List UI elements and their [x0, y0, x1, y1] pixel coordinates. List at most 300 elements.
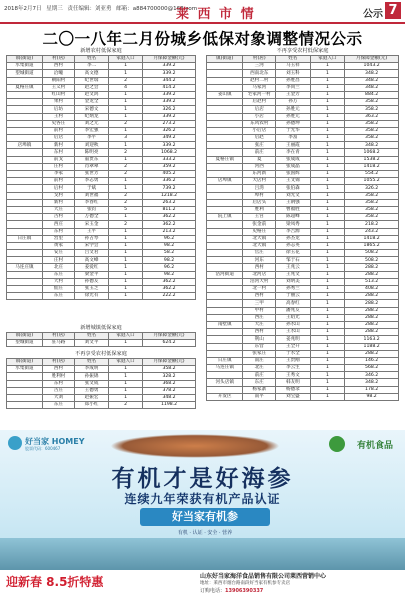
table-cell: 孙水山	[276, 321, 311, 328]
table-row	[7, 106, 196, 113]
table-cell: 李二	[75, 63, 109, 70]
table-caption-removed-rural-right: 不再享受农村低保家庭	[276, 48, 329, 54]
table-cell: 358.2	[345, 199, 399, 206]
table-cell: 前村	[42, 127, 74, 134]
table-cell: 王丽霞	[276, 142, 311, 149]
table-row	[207, 77, 399, 84]
table-cell: 1	[109, 178, 143, 185]
table-cell: 后店	[243, 106, 276, 113]
table-cell: 孙志英	[276, 242, 311, 249]
editor-name: 责任编辑：刘亚勇	[67, 6, 112, 12]
table-cell: 408.2	[345, 286, 399, 293]
table-header-row	[7, 359, 196, 366]
table-cell	[207, 185, 243, 192]
table-cell: 官庄	[243, 250, 276, 257]
table-cell: 孙胜昌	[276, 77, 311, 84]
organic-logo-icon	[329, 436, 345, 452]
table-cell	[7, 293, 43, 300]
table-cell: 北庄	[243, 365, 276, 372]
sea-cucumber-image	[110, 434, 280, 458]
ad-organic-brand: 有机食品	[356, 441, 393, 451]
table-cell	[207, 221, 243, 228]
issue-date: 2018年2月7日	[4, 6, 42, 12]
table-cell	[7, 77, 43, 84]
table-cell: 1	[310, 307, 345, 314]
table-cell: 554.2	[345, 171, 399, 178]
table-cell	[207, 120, 243, 127]
table-cell: 王绍光	[276, 314, 311, 321]
table-cell: 811.2	[143, 206, 196, 213]
table-cell	[7, 242, 43, 249]
table-row	[207, 250, 399, 257]
table-cell: 1	[310, 206, 345, 213]
table-cell: 2	[109, 171, 143, 178]
ad-seabed-image	[0, 538, 405, 570]
table-cell: 夏	[243, 156, 276, 163]
table-cell: 339.2	[143, 99, 196, 106]
table-cell: 1418.2	[345, 235, 399, 242]
table-cell: 李富	[276, 135, 311, 142]
table-cell: 1	[109, 106, 143, 113]
table-cell: 344.2	[143, 77, 196, 84]
table-row	[7, 120, 196, 127]
table-cell: 王德勇	[75, 387, 109, 394]
column-header: 月保障金额(元)	[345, 56, 399, 63]
promo-text: 迎新春 8.5折特惠	[6, 575, 104, 589]
table-cell: 王义村	[42, 84, 74, 91]
table-cell: 96.2	[143, 235, 196, 242]
table-cell: 362.2	[143, 221, 196, 228]
table-cell: 288.2	[345, 329, 399, 336]
table-cell	[207, 257, 243, 264]
table-cell: 北一村	[243, 286, 276, 293]
table-row	[7, 286, 196, 293]
table-cell: 222.2	[143, 293, 196, 300]
table-row	[207, 357, 399, 364]
table-cell: 宋学会	[75, 242, 109, 249]
table-cell: 安庄	[42, 250, 74, 257]
table-cell: 273.2	[143, 120, 196, 127]
table-row	[207, 379, 399, 386]
table-row	[7, 192, 196, 199]
table-cell	[7, 394, 43, 401]
table-cell: 刘文平	[75, 340, 109, 347]
table-cell: 东庄	[243, 379, 276, 386]
table-cell: 孙德坤	[276, 120, 311, 127]
table-cell: 西南北东	[243, 70, 276, 77]
table-cell: 张玉芝	[75, 286, 109, 293]
table-cell: 驻马路	[42, 340, 74, 347]
table-cell: 仙庄	[42, 286, 74, 293]
table-row	[207, 142, 399, 149]
table-cell: 北河店	[243, 271, 276, 278]
table-cell: 348.2	[345, 77, 399, 84]
table-cell: 北大镇	[243, 235, 276, 242]
table-cell	[7, 192, 43, 199]
table-cell	[7, 156, 43, 163]
table-row	[207, 386, 399, 393]
table-cell: 1	[310, 314, 345, 321]
table-cell: 王村	[42, 113, 74, 120]
table-cell: 1068.2	[345, 149, 399, 156]
table-cell: 98.2	[143, 257, 196, 264]
column-header: 家庭人口	[109, 333, 143, 340]
table-cell: 前戈	[42, 156, 74, 163]
table-row	[207, 214, 399, 221]
table-cell: 1	[109, 228, 143, 235]
table-cell: 1	[310, 250, 345, 257]
table-caption-removed-rural-left: 不再享受农村低保家庭	[75, 351, 127, 357]
table-cell: 马连庄镇	[207, 365, 243, 372]
table-row	[207, 286, 399, 293]
table-cell: 梁金平	[75, 271, 109, 278]
table-cell	[207, 307, 243, 314]
removed-rural-table-right	[206, 55, 399, 401]
table-cell: 346.2	[345, 372, 399, 379]
table-cell: 陈超峰	[276, 214, 311, 221]
table-header-row	[207, 56, 399, 63]
table-cell: 362.2	[143, 278, 196, 285]
table-cell: 夏格庄镇	[207, 156, 243, 163]
table-cell: 1	[109, 113, 143, 120]
table-cell: 张文成	[75, 380, 109, 387]
table-cell: 古村	[42, 214, 74, 221]
table-cell: 1	[310, 365, 345, 372]
table-cell: 孙杰龙	[276, 235, 311, 242]
table-cell	[7, 163, 43, 170]
table-cell: 徐光有	[75, 293, 109, 300]
table-cell: 新村	[42, 142, 74, 149]
table-cell: 东村	[42, 228, 74, 235]
table-cell: 刘世福	[75, 192, 109, 199]
table-cell: 1	[310, 386, 345, 393]
table-cell: 甲村	[243, 307, 276, 314]
table-cell: 吕湾	[243, 185, 276, 192]
ad-brand-band: 好当家有机参	[140, 508, 270, 526]
new-rural-table	[6, 55, 196, 300]
table-cell: 张国辉	[276, 171, 311, 178]
table-cell	[7, 91, 43, 98]
column-header: 姓名	[276, 56, 311, 63]
section-label: 公示	[363, 9, 383, 20]
table-row	[7, 340, 196, 347]
table-cell: 358.2	[345, 99, 399, 106]
table-cell: 1	[109, 278, 143, 285]
table-cell: 405.2	[143, 171, 196, 178]
table-cell: 1418.2	[345, 163, 399, 170]
table-row	[7, 271, 196, 278]
newspaper-brand: 莱 西 市 情	[176, 7, 256, 22]
table-cell	[207, 135, 243, 142]
table-row	[7, 178, 196, 185]
table-cell: 513.2	[345, 278, 399, 285]
table-row	[7, 394, 196, 401]
table-cell: 1	[310, 336, 345, 343]
table-row	[207, 163, 399, 170]
table-row	[7, 214, 196, 221]
table-cell: 曹福胜	[276, 206, 311, 213]
table-cell: 1	[310, 350, 345, 357]
table-cell: 刘之元	[75, 120, 109, 127]
table-cell: 李云生	[276, 365, 311, 372]
table-cell	[207, 77, 243, 84]
table-cell: 348.2	[345, 142, 399, 149]
table-cell: 288.2	[345, 300, 399, 307]
table-cell: 362.2	[143, 286, 196, 293]
table-cell: 刘光文	[276, 192, 311, 199]
table-cell: 于水全	[276, 350, 311, 357]
table-cell: 1	[310, 120, 345, 127]
table-cell: 望城街道	[7, 340, 43, 347]
table-cell: 西庄	[243, 314, 276, 321]
table-cell: 1218.2	[143, 192, 196, 199]
table-cell	[7, 286, 43, 293]
company-name: 山东好当家海洋食品销售有限公司莱西营销中心	[200, 573, 327, 580]
table-cell: 新村	[42, 199, 74, 206]
column-header: 月保障金额(元)	[143, 56, 196, 63]
table-row	[207, 271, 399, 278]
table-cell: 1	[109, 91, 143, 98]
table-cell: 1	[310, 214, 345, 221]
table-cell: 店埠镇	[7, 142, 43, 149]
table-cell: 1	[310, 185, 345, 192]
table-cell: 1	[109, 214, 143, 221]
table-cell: 1	[310, 171, 345, 178]
table-cell: 1	[310, 106, 345, 113]
column-header: 村(居)	[42, 359, 74, 366]
table-row	[207, 228, 399, 235]
table-row	[207, 329, 399, 336]
table-cell: 于光华	[276, 127, 311, 134]
table-cell: 1198.2	[143, 402, 196, 409]
table-cell: 红山村	[42, 91, 74, 98]
company-address: 地址：莱西市烟台路南段好当家有机参专卖店	[200, 581, 290, 586]
table-cell: 胜利	[243, 206, 276, 213]
table-cell: 1	[109, 242, 143, 249]
table-cell	[207, 63, 243, 70]
table-header-row	[7, 333, 196, 340]
table-cell: 西村	[243, 293, 276, 300]
table-cell: 4	[109, 84, 143, 91]
table-cell: 146.2	[345, 357, 399, 364]
table-cell: 288.2	[345, 350, 399, 357]
table-cell: 1	[310, 278, 345, 285]
table-cell: 杨家寨	[243, 386, 276, 393]
table-cell: 西村	[243, 329, 276, 336]
table-cell: 2	[109, 77, 143, 84]
table-row	[7, 387, 196, 394]
table-cell: 339.2	[143, 113, 196, 120]
table-cell: 1	[109, 380, 143, 387]
page-title: 二〇一八年二月份城乡低保对象调整情况公示	[42, 29, 363, 48]
table-cell: 于斌	[75, 185, 109, 192]
table-cell: 水集街道	[7, 366, 43, 373]
table-row	[7, 228, 196, 235]
table-row	[7, 185, 196, 192]
table-cell: 马玉祥	[276, 63, 311, 70]
table-cell: 西村	[42, 63, 74, 70]
table-cell: 东村	[42, 149, 74, 156]
table-cell: 288.2	[345, 314, 399, 321]
column-header: 村(居)	[42, 56, 74, 63]
table-cell: 1	[310, 242, 345, 249]
table-cell: 378.2	[143, 387, 196, 394]
table-cell: 刘宝盛	[276, 393, 311, 400]
table-cell: 陈明亮	[75, 149, 109, 156]
page-header	[0, 0, 405, 22]
table-cell: 朝阳村	[42, 77, 74, 84]
table-cell	[207, 206, 243, 213]
table-cell: 北庄	[42, 264, 74, 271]
table-cell: 后村	[42, 185, 74, 192]
table-cell: 358.2	[345, 214, 399, 221]
table-cell: 348.2	[143, 394, 196, 401]
table-row	[207, 307, 399, 314]
table-cell: 戈村	[42, 192, 74, 199]
table-cell	[207, 106, 243, 113]
table-cell: 东村	[42, 380, 74, 387]
table-cell: 西庄	[42, 221, 74, 228]
table-caption-new-urban: 新增城镇低保家庭	[80, 325, 122, 331]
table-cell	[207, 300, 243, 307]
table-cell: 沽河大村	[243, 278, 276, 285]
table-row	[7, 199, 196, 206]
table-cell: 王兆云	[276, 264, 311, 271]
table-cell	[7, 221, 43, 228]
table-cell: 后赵村	[243, 99, 276, 106]
table-cell: 王文锦	[276, 178, 311, 185]
table-row	[207, 149, 399, 156]
table-cell: 288.2	[345, 264, 399, 271]
table-cell: 院上镇	[207, 214, 243, 221]
table-cell: 1	[310, 113, 345, 120]
table-cell: 1	[109, 63, 143, 70]
table-cell: 李平	[75, 135, 109, 142]
table-row	[7, 235, 196, 242]
table-cell: 大庄	[42, 206, 74, 213]
table-row	[7, 84, 196, 91]
table-cell: 363.2	[345, 113, 399, 120]
table-row	[7, 149, 196, 156]
table-cell: 1	[310, 271, 345, 278]
table-row	[207, 120, 399, 127]
column-header: 家庭人口	[109, 359, 143, 366]
table-cell: 358.2	[345, 192, 399, 199]
table-row	[207, 91, 399, 98]
table-cell: 宋玉金	[75, 221, 109, 228]
table-cell	[7, 178, 43, 185]
table-row	[207, 300, 399, 307]
table-cell: 王水山	[276, 329, 311, 336]
table-cell	[207, 386, 243, 393]
table-row	[207, 278, 399, 285]
table-row	[7, 206, 196, 213]
table-cell: 362.2	[143, 214, 196, 221]
table-cell: 王全升	[276, 343, 311, 350]
table-row	[207, 113, 399, 120]
table-cell: 李在青	[276, 149, 311, 156]
table-cell	[207, 286, 243, 293]
table-cell	[207, 70, 243, 77]
column-header: 村(居)	[243, 56, 276, 63]
table-cell: 王平	[75, 228, 109, 235]
table-cell: 庄村	[42, 257, 74, 264]
table-row	[7, 171, 196, 178]
table-cell	[207, 142, 243, 149]
table-cell: 263.2	[143, 199, 196, 206]
table-row	[207, 192, 399, 199]
table-cell: 张钧	[75, 206, 109, 213]
table-cell	[207, 336, 243, 343]
table-cell: 2	[109, 163, 143, 170]
table-cell: 营里	[42, 235, 74, 242]
table-cell: 339.2	[143, 70, 196, 77]
table-cell: 358.2	[143, 366, 196, 373]
table-cell: 1	[310, 300, 345, 307]
table-cell: 1	[109, 127, 143, 134]
table-row	[207, 293, 399, 300]
table-row	[207, 70, 399, 77]
table-row	[207, 257, 399, 264]
table-cell	[7, 250, 43, 257]
table-cell: 高春红	[276, 300, 311, 307]
table-cell: 288.2	[345, 293, 399, 300]
table-cell: 河西	[243, 163, 276, 170]
issue-weekday: 星期三	[46, 6, 63, 12]
table-cell	[7, 206, 43, 213]
table-cell: 568.2	[345, 365, 399, 372]
table-cell: 河东	[243, 257, 276, 264]
table-cell: 339.2	[143, 63, 196, 70]
table-cell	[207, 149, 243, 156]
table-cell: 史格庄	[243, 228, 276, 235]
column-header: 姓名	[75, 359, 109, 366]
table-row	[207, 63, 399, 70]
table-cell: 98.2	[345, 393, 399, 400]
table-cell: 纪炳龙	[75, 113, 109, 120]
table-cell: 刘明美	[276, 278, 311, 285]
table-cell: 沽河街道	[207, 271, 243, 278]
table-cell: 1	[310, 135, 345, 142]
table-cell: 王宫	[243, 214, 276, 221]
table-cell: 姜兆明	[276, 336, 311, 343]
column-header: 姓名	[75, 56, 109, 63]
table-cell: 2	[109, 149, 143, 156]
column-header: 村(居)	[42, 333, 74, 340]
table-cell: 1	[109, 250, 143, 257]
table-cell: 姜山镇	[207, 91, 243, 98]
advertisement-banner[interactable]	[0, 430, 405, 570]
table-header-row	[7, 56, 196, 63]
table-cell: 288.2	[345, 271, 399, 278]
table-cell: 288.2	[345, 321, 399, 328]
ad-stock-code: 股票代码：600467	[25, 446, 61, 451]
table-cell: 店埠镇	[207, 178, 243, 185]
table-cell: 1	[310, 163, 345, 170]
table-cell	[7, 278, 43, 285]
table-cell: 2	[109, 120, 143, 127]
table-cell: 98.2	[143, 242, 196, 249]
table-row	[207, 171, 399, 178]
table-cell	[207, 163, 243, 170]
table-row	[207, 235, 399, 242]
table-cell: 荆山	[243, 336, 276, 343]
table-cell	[7, 171, 43, 178]
table-cell: 1	[109, 271, 143, 278]
table-cell: 339.2	[143, 142, 196, 149]
table-cell: 张世芳	[75, 171, 109, 178]
table-cell: 358.2	[345, 106, 399, 113]
